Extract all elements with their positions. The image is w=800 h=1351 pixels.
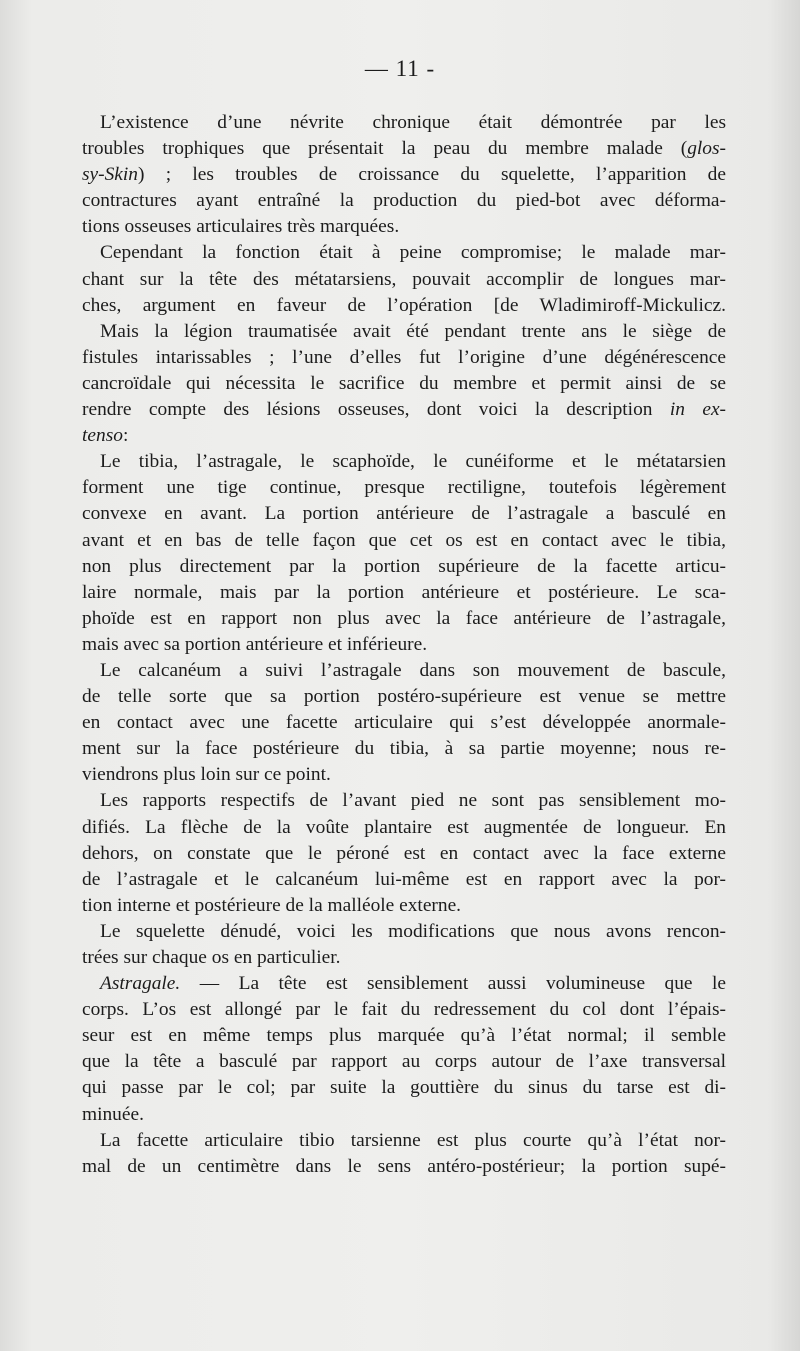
text-line: chant sur la tête des métatarsiens, pouvait accomplir de longues mar- [82, 268, 726, 290]
text-line: viendrons plus loin sur ce point. [82, 764, 331, 786]
text-line: laire normale, mais par la portion antérieure et postérieure. Le sca- [82, 581, 726, 603]
text-line: Le tibia, l’astragale, le scaphoïde, le cunéiforme et le métatarsien [100, 451, 726, 473]
text-line: avant et en bas de telle façon que cet os est en contact avec le tibia, [82, 529, 726, 551]
text-line: Cependant la fonction était à peine compromise; le malade mar- [100, 242, 726, 264]
text-line: sy-Skin) ; les troubles de croissance du squelette, l’apparition de [82, 164, 726, 186]
text-line: mais avec sa portion antérieure et inférieure. [82, 633, 428, 655]
text-line: de l’astragale et le calcanéum lui-même est en rapport avec la por- [82, 868, 726, 890]
text-line: tions osseuses articulaires très marquées. [82, 216, 400, 238]
text-line: cancroïdale qui nécessita le sacrifice du membre et permit ainsi de se [82, 372, 726, 394]
text-line: corps. L’os est allongé par le fait du redressement du col dont l’épais- [82, 999, 726, 1021]
text-line: contractures ayant entraîné la production du pied-bot avec déforma- [82, 190, 726, 212]
text-line: troubles trophiques que présentait la peau du membre malade (glos- [82, 138, 726, 160]
text-line: minuée. [82, 1103, 144, 1125]
text-line: convexe en avant. La portion antérieure de l’astragale a basculé en [82, 503, 726, 525]
text-line: difiés. La flèche de la voûte plantaire est augmentée de longueur. En [82, 816, 726, 838]
text-line: trées sur chaque os en particulier. [82, 947, 341, 968]
text-line: mal de un centimètre dans le sens antéro-postérieur; la portion supé- [82, 1155, 726, 1177]
text-line: L’existence d’une névrite chronique était démontrée par les [100, 112, 726, 133]
text-line: que la tête a basculé par rapport au corps autour de l’axe transversal [82, 1051, 726, 1073]
text-line: non plus directement par la portion supérieure de la facette articu- [82, 555, 726, 577]
text-line: tenso: [82, 425, 129, 447]
page-number: — 11 - [364, 56, 436, 81]
text-line: qui passe par le col; par suite la gouttière du sinus du tarse est di- [82, 1077, 726, 1099]
text-line: fistules intarissables ; l’une d’elles fut l’origine d’une dégénérescence [82, 346, 726, 368]
text-line: phoïde est en rapport non plus avec la face antérieure de l’astragale, [82, 607, 726, 629]
text-line: Le calcanéum a suivi l’astragale dans son mouvement de bascule, [100, 659, 726, 681]
text-line: Le squelette dénudé, voici les modifications que nous avons rencon- [100, 920, 726, 942]
text-line: ment sur la face postérieure du tibia, à sa partie moyenne; nous re- [82, 738, 726, 760]
text-line: seur est en même temps plus marquée qu’à l’état normal; il semble [82, 1025, 726, 1047]
text-line: forment une tige continue, presque rectiligne, toutefois légèrement [82, 477, 726, 499]
text-line: rendre compte des lésions osseuses, dont voici la description in ex- [82, 399, 727, 421]
text-line: Astragale. — La tête est sensiblement aussi volumineuse que le [100, 973, 726, 995]
text-line: dehors, on constate que le péroné est en contact avec la face externe [82, 842, 726, 864]
text-line: Mais la légion traumatisée avait été pendant trente ans le siège de [100, 320, 726, 342]
text-line: La facette articulaire tibio tarsienne est plus courte qu’à l’état nor- [100, 1129, 726, 1151]
text-line: en contact avec une facette articulaire qui s’est développée anormale- [82, 712, 726, 734]
text-line: Les rapports respectifs de l’avant pied ne sont pas sensiblement mo- [100, 790, 726, 812]
body-text [82, 110, 726, 1180]
text-line: de telle sorte que sa portion postéro-supérieure est venue se mettre [82, 686, 726, 708]
text-line: tion interne et postérieure de la malléole externe. [82, 894, 462, 916]
text-line: ches, argument en faveur de l’opération [de Wladimiroff-Mickulicz. [82, 294, 726, 316]
